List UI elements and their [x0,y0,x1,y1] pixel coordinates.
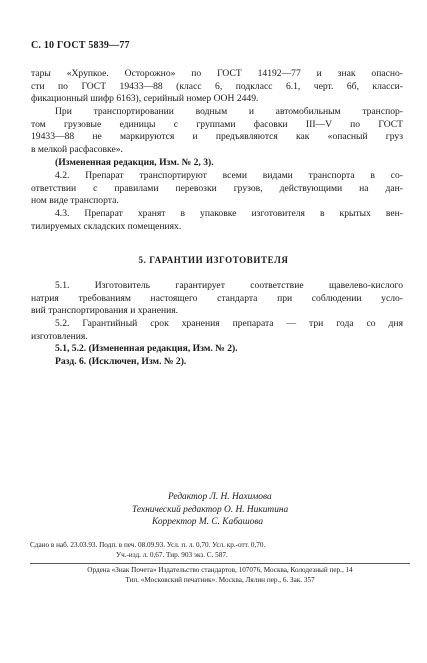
text-line: тары «Хрупкое. Осторожно» по ГОСТ 14192—77 и знак опасно- [31,68,403,79]
divider [30,563,410,564]
text-line: Разд. 6. (Исключен, Изм. № 2). [55,356,187,367]
amendment-note [55,157,395,170]
text-line: 19433—88 не маркируются и предъявляются как «опасный груз [31,131,403,143]
paragraph-5-2 [31,318,403,343]
credits-block [132,491,289,529]
text-line: вий транспортирования и хранения. [31,305,179,317]
text-line: 4.2. Препарат транспортируют всеми видами транспорта в со- [55,170,403,181]
proofreader-credit: Корректор М. С. Кабашова [152,517,264,528]
technical-editor-credit: Технический редактор О. Н. Никитина [132,504,289,515]
text-line: том грузовые единицы с группами фасовки III—V по ГОСТ [31,118,403,130]
printing-info [30,566,410,585]
paragraph-4-3 [31,208,403,233]
text-line: 5.1. Изготовитель гарантирует соответствие щавелево-кислого [55,280,403,291]
text-line: 5.2. Гарантийный срок хранения препарата — три года со дня [55,318,403,329]
editor-credit: Редактор Л. Н. Нахимова [168,492,272,502]
text-line: изготовления. [31,330,88,342]
imprint-line: Уч.-изд. л. 0,67. Тир. 903 экз. С. 587. [116,550,228,559]
text-line: сти по ГОСТ 19433—88 (класс 6, подкласс 6.1, черт. 6б, класси- [31,80,403,92]
page-header: С. 10 ГОСТ 5839—77 [31,40,130,51]
section-title: 5. ГАРАНТИИ ИЗГОТОВИТЕЛЯ [138,255,289,265]
text-line: При транспортировании водным и автомобильным транспор- [55,106,403,117]
text-line: в мелкой расфасовке». [31,143,123,155]
paragraph-transport [31,106,403,156]
paragraph-marking [31,68,403,106]
imprint-line: Сдано в наб. 23.03.93. Подп. в печ. 08.09.93. Усл. п. л. 0,70. Усл. кр.-отт. 0,70. [30,541,266,549]
text-line: ном виде транспорта. [31,195,119,207]
amendment-note [55,343,395,356]
text-line: фикационный шифр 6163), серийный номер ООН 2449. [31,93,259,105]
text-line: 5.1, 5.2. (Измененная редакция, Изм. № 2). [55,343,238,354]
text-line: (Измененная редакция, Изм. № 2, 3). [55,157,214,168]
imprint-block [30,541,410,560]
printer-line: Тип. «Московский печатник». Москва, Лялин пер., 6. Зак. 357 [125,575,315,584]
text-line: натрия требованиям настоящего стандарта при соблюдении усло- [31,292,403,304]
section-6-excluded [55,356,395,369]
text-line: ответствии с правилами перевозки грузов, действующими на дан- [31,182,403,194]
text-line: 4.3. Препарат хранят в упаковке изготовителя в крытых вен- [55,208,403,219]
paragraph-5-1 [31,280,403,318]
publisher-line: Ордена «Знак Почета» Издательство стандартов, 107076, Москва, Колодезный пер., 14 [87,566,353,574]
paragraph-4-2 [31,170,403,208]
text-line: тилируемых складских помещениях. [31,220,182,232]
